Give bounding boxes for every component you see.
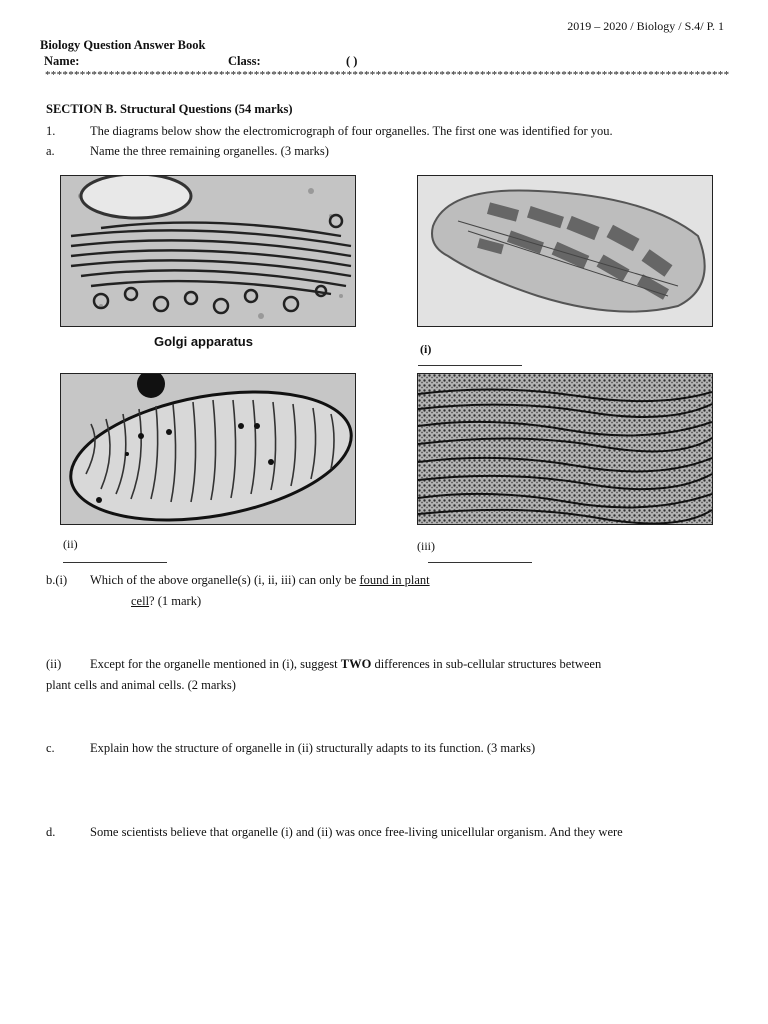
question-b-ii-number: (ii) <box>46 657 62 671</box>
book-title: Biology Question Answer Book <box>40 38 206 52</box>
question-b-i-text-main: Which of the above organelle(s) (i, ii, iii) can only be <box>90 573 360 587</box>
question-d-number: d. <box>46 825 56 839</box>
page-reference: 2019 – 2020 / Biology / S.4/ P. 1 <box>567 19 724 33</box>
question-b-i-cell: cell <box>131 594 150 608</box>
question-b-i-text <box>90 573 430 588</box>
question-b-i-emphasis: found in plant <box>359 573 430 587</box>
question-c-number: c. <box>46 741 55 755</box>
question-b-ii-line2: plant cells and animal cells. (2 marks) <box>46 678 236 692</box>
question-1-text: The diagrams below show the electromicrograph of four organelles. The first one was identified for you. <box>90 124 613 138</box>
star-divider: ********************************************************************************************************************** <box>45 69 730 81</box>
question-b-i-number: b.(i) <box>46 573 68 587</box>
question-d-text: Some scientists believe that organelle (i) and (ii) was once free-living unicellular organism. And they were <box>90 825 623 839</box>
section-title: SECTION B. Structural Questions (54 marks) <box>46 102 293 116</box>
label-ii: (ii) <box>63 537 78 551</box>
question-b-i-marks: ? (1 mark) <box>149 594 202 608</box>
question-1-number: 1. <box>46 124 56 138</box>
question-b-ii-bold: TWO <box>340 657 372 671</box>
question-c-text: Explain how the structure of organelle in (ii) structurally adapts to its function. (3 marks) <box>90 741 536 755</box>
question-b-ii-text-b: differences in sub-cellular structures between <box>371 657 602 671</box>
answer-line-ii[interactable] <box>63 562 167 563</box>
class-label: Class: <box>228 54 261 68</box>
answer-line-i[interactable] <box>418 365 522 366</box>
label-iii: (iii) <box>417 539 435 553</box>
label-i: (i) <box>420 342 432 356</box>
question-b-ii-text-a: Except for the organelle mentioned in (i), suggest <box>90 657 341 671</box>
question-1a-text: Name the three remaining organelles. (3 marks) <box>90 144 329 158</box>
class-number-brackets: ( ) <box>346 54 358 68</box>
question-b-ii-text <box>90 657 601 672</box>
question-1a-number: a. <box>46 144 55 158</box>
organelle-ii-micrograph <box>60 373 356 525</box>
organelle-iii-micrograph <box>417 373 713 525</box>
answer-line-iii[interactable] <box>428 562 532 563</box>
question-b-i-line2 <box>131 594 201 609</box>
golgi-micrograph <box>60 175 356 327</box>
name-label: Name: <box>44 54 80 68</box>
organelle-i-micrograph <box>417 175 713 327</box>
golgi-caption: Golgi apparatus <box>154 334 253 349</box>
